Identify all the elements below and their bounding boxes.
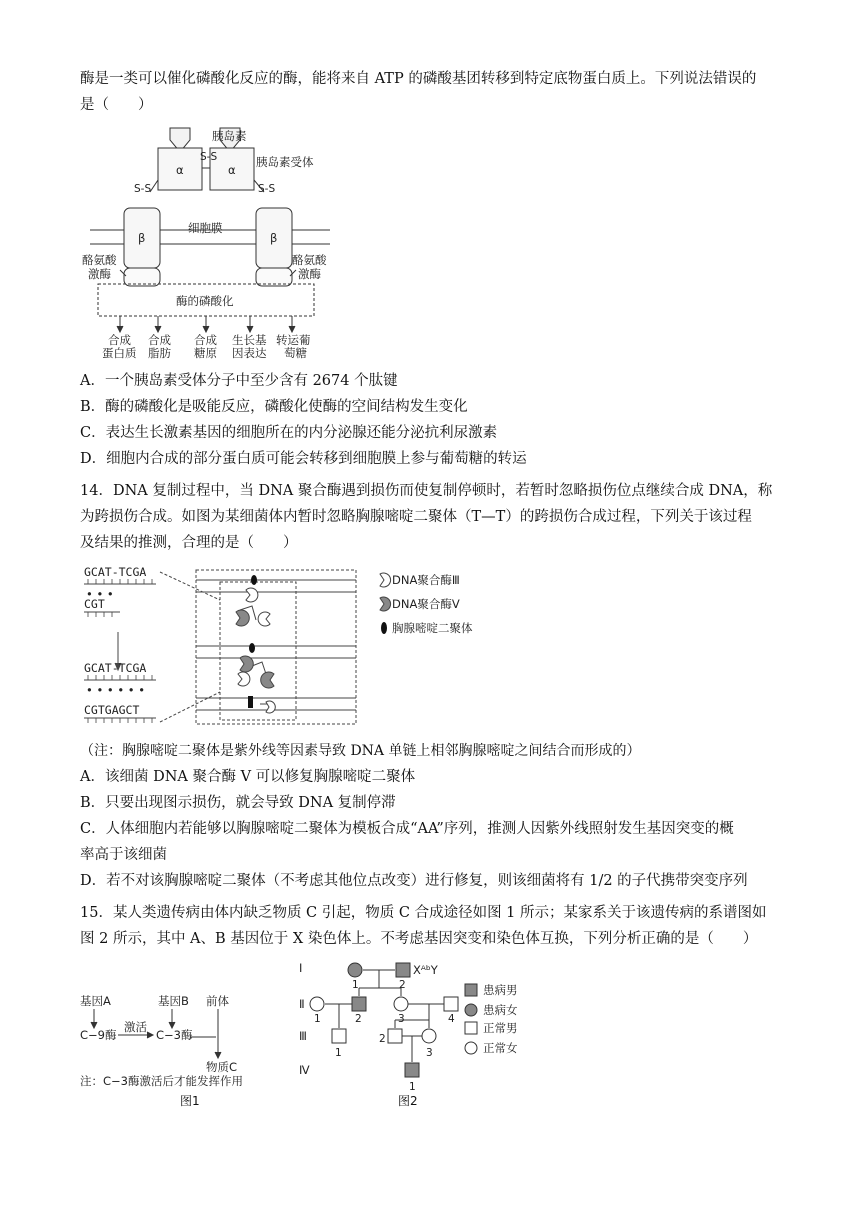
svg-text:2: 2 xyxy=(399,979,406,991)
legend-affected-female-icon xyxy=(465,1004,477,1016)
pol3-shape-1 xyxy=(246,588,258,602)
alpha-label-right: α xyxy=(228,163,236,177)
legend-affected-male: 患病男 xyxy=(483,983,518,997)
alpha-label-left: α xyxy=(176,163,184,177)
gene-a: 基因A xyxy=(80,995,111,1008)
svg-text:1: 1 xyxy=(335,1047,342,1059)
out4-l2: 因表达 xyxy=(232,346,267,360)
q14-option-a[interactable]: A．该细菌 DNA 聚合酶 V 可以修复胸腺嘧啶二聚体 xyxy=(80,769,416,785)
svg-text:1: 1 xyxy=(409,1081,416,1093)
gene-b: 基因B xyxy=(158,995,189,1008)
legend-normal-male-icon xyxy=(465,1022,477,1034)
insulin-label: 胰岛素 xyxy=(212,129,247,143)
q13-stem-line2: 是（ ） xyxy=(80,97,153,113)
out1-l2: 蛋白质 xyxy=(102,346,137,360)
pol3-shape-3 xyxy=(238,672,250,686)
legend-normal-female: 正常女 xyxy=(483,1041,518,1055)
legend-pol5: DNA聚合酶Ⅴ xyxy=(392,597,460,611)
seq-cgt: CGT xyxy=(84,597,105,611)
seq-top: GCAT-TCGA xyxy=(84,565,147,579)
out2-l2: 脂肪 xyxy=(148,346,171,360)
out3-l1: 合成 xyxy=(194,333,217,347)
svg-text:2: 2 xyxy=(379,1033,386,1045)
dots-bottom: • • • • • • xyxy=(86,683,145,697)
q15-stem-line1: 15．某人类遗传病由体内缺乏物质 C 引起，物质 C 合成途径如图 1 所示；某家系关于该遗传病的系谱图如 xyxy=(80,905,767,921)
q14-stem-line2: 为跨损伤合成。如图为某细菌体内暂时忽略胸腺嘧啶二聚体（T—T）的跨损伤合成过程，下列关于该过程 xyxy=(80,509,752,525)
beta-label-right: β xyxy=(270,231,278,245)
q15-stem-line2: 图 2 所示，其中 A、B 基因位于 X 染色体上。不考虑基因突变和染色体互换，下列分析正确的是（ ） xyxy=(80,931,758,947)
fig1-note: 注：C−3酶激活后才能发挥作用 xyxy=(80,1074,243,1088)
II-4-normal-male xyxy=(444,997,458,1011)
q13-option-a[interactable]: A．一个胰岛素受体分子中至少含有 2674 个肽键 xyxy=(80,373,398,389)
legend-normal-male: 正常男 xyxy=(483,1021,518,1035)
kinase-left-l2: 激酶 xyxy=(88,267,111,281)
q14-stem-line3: 及结果的推测，合理的是（ ） xyxy=(80,535,298,551)
c3-enzyme: C−3酶 xyxy=(156,1028,193,1042)
pol5-shape-1 xyxy=(236,610,249,626)
dimer-marker-1 xyxy=(251,575,257,585)
out5-l2: 萄糖 xyxy=(284,346,307,360)
pol5-shape-2 xyxy=(240,656,253,672)
beta-label-left: β xyxy=(138,231,146,245)
gen-III: Ⅲ xyxy=(299,1029,307,1043)
insulin-receptor-figure xyxy=(80,120,340,360)
q14-note: （注：胸腺嘧啶二聚体是紫外线等因素导致 DNA 单链上相邻胸腺嘧啶之间结合而形成的） xyxy=(80,743,641,759)
pol3-shape-4 xyxy=(266,701,275,713)
pol3-shape-2 xyxy=(258,612,270,626)
pol5-legend-icon xyxy=(380,597,391,611)
q14-option-c-line2: 率高于该细菌 xyxy=(80,847,167,863)
kinase-left-l1: 酪氨酸 xyxy=(82,253,117,267)
svg-text:3: 3 xyxy=(426,1047,433,1059)
gen-II: Ⅱ xyxy=(299,997,305,1011)
ss-bond-middle: S-S xyxy=(200,151,218,163)
fig2-caption: 图2 xyxy=(398,1094,418,1108)
dots-top: • • • xyxy=(86,587,114,601)
precursor: 前体 xyxy=(206,995,229,1008)
ss-bond-left: S-S xyxy=(134,183,152,195)
pol5-shape-3 xyxy=(261,672,274,688)
q14-option-b[interactable]: B．只要出现图示损伤，就会导致 DNA 复制停滞 xyxy=(80,795,396,811)
gen-I: Ⅰ xyxy=(299,961,303,975)
III-3-normal-female xyxy=(422,1029,436,1043)
IV-1-affected-male xyxy=(405,1063,419,1077)
out3-l2: 糖原 xyxy=(194,346,217,360)
II-1-normal-female xyxy=(310,997,324,1011)
dimer-legend-icon xyxy=(381,622,387,634)
II-2-affected-male xyxy=(352,997,366,1011)
pol3-legend-icon xyxy=(380,573,391,587)
q13-option-d[interactable]: D．细胞内合成的部分蛋白质可能会转移到细胞膜上参与葡萄糖的转运 xyxy=(80,451,527,467)
pathway-figure xyxy=(80,995,280,1095)
I-1-affected-female xyxy=(348,963,362,977)
kinase-right-l2: 激酶 xyxy=(298,267,321,281)
out1-l1: 合成 xyxy=(108,333,131,347)
svg-text:3: 3 xyxy=(398,1013,405,1025)
svg-text:1: 1 xyxy=(314,1013,321,1025)
phospho-label: 酶的磷酸化 xyxy=(176,294,234,308)
svg-text:2: 2 xyxy=(355,1013,362,1025)
membrane-label: 细胞膜 xyxy=(188,221,223,235)
seq-bottom: GCAT-TCGA xyxy=(84,661,147,675)
out4-l1: 生长基 xyxy=(232,333,267,347)
III-1-normal-male xyxy=(332,1029,346,1043)
I-2-affected-male xyxy=(396,963,410,977)
translesion-synthesis-figure xyxy=(80,562,520,732)
pedigree-figure xyxy=(295,958,535,1098)
q14-option-c-line1[interactable]: C．人体细胞内若能够以胸腺嘧啶二聚体为模板合成“AA”序列，推测人因紫外线照射发生基因突变的概 xyxy=(80,821,734,837)
q13-stem-line1: 酶是一类可以催化磷酸化反应的酶，能将来自 ATP 的磷酸基团转移到特定底物蛋白质上。下列说法错误的 xyxy=(80,71,757,87)
dimer-marker-3 xyxy=(248,696,253,708)
q14-stem-line1: 14．DNA 复制过程中，当 DNA 聚合酶遇到损伤而使复制停顿时，若暂时忽略损伤位点继续合成 DNA，称 xyxy=(80,483,773,499)
q14-option-d[interactable]: D．若不对该胸腺嘧啶二聚体（不考虑其他位点改变）进行修复，则该细菌将有 1/2 的子代携带突变序列 xyxy=(80,873,748,889)
activate-label: 激活 xyxy=(124,1020,147,1034)
c9-enzyme: C−9酶 xyxy=(80,1028,117,1042)
II-3-normal-female xyxy=(394,997,408,1011)
q13-option-b[interactable]: B．酶的磷酸化是吸能反应，磷酸化使酶的空间结构发生变化 xyxy=(80,399,468,415)
receptor-label: 胰岛素受体 xyxy=(256,155,314,169)
genotype-label: XᴬᵇY xyxy=(413,963,438,977)
q13-option-c[interactable]: C．表达生长激素基因的细胞所在的内分泌腺还能分泌抗利尿激素 xyxy=(80,425,498,441)
dimer-marker-2 xyxy=(249,643,255,653)
product-c: 物质C xyxy=(206,1060,238,1074)
III-2-normal-male xyxy=(388,1029,402,1043)
out5-l1: 转运葡 xyxy=(276,333,311,347)
out2-l1: 合成 xyxy=(148,333,171,347)
gen-IV: Ⅳ xyxy=(299,1063,310,1077)
kinase-right-l1: 酪氨酸 xyxy=(292,253,327,267)
legend-pol3: DNA聚合酶Ⅲ xyxy=(392,573,460,587)
legend-normal-female-icon xyxy=(465,1042,477,1054)
svg-text:4: 4 xyxy=(448,1013,455,1025)
seq-result: CGTGAGCT xyxy=(84,703,140,717)
fig1-caption: 图1 xyxy=(180,1094,200,1108)
ss-bond-right: S-S xyxy=(258,183,276,195)
legend-affected-male-icon xyxy=(465,984,477,996)
legend-dimer: 胸腺嘧啶二聚体 xyxy=(392,621,473,635)
svg-text:1: 1 xyxy=(352,979,359,991)
legend-affected-female: 患病女 xyxy=(483,1003,518,1017)
